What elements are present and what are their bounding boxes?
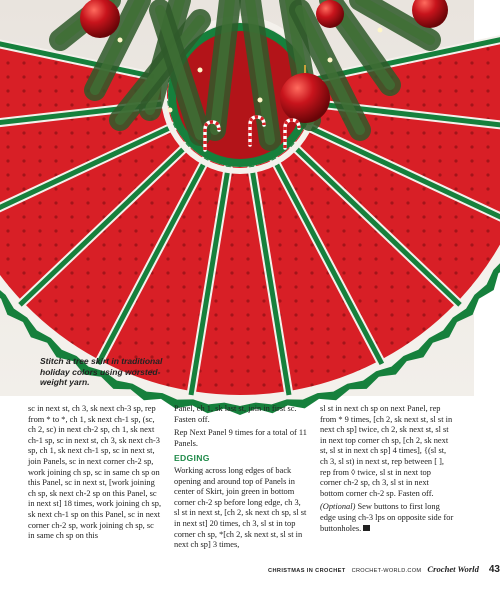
paragraph: Working across long edges of back opening and around top of Panels in center of Skirt, join green in bottom corner ch-2 sp before long edge, ch 3, sl st in next st, [ch 2, sk next ch sp, sl st in next st] 20 times, ch 3, sl st in top corner ch sp, *[ch 2, sk next st, sl st in next ch sp] 3 times,	[174, 465, 307, 550]
red-ornament	[280, 73, 330, 123]
paragraph: Panel, ch 1, sk last st, join in first sc. Fasten off.	[174, 404, 297, 424]
tree-light	[198, 68, 203, 73]
optional-label: (Optional)	[320, 502, 356, 512]
paragraph: sl st in next ch sp on next Panel, rep from * 9 times, [ch 2, sk next st, sl st in next ch sp] twice, ch 2, sk next st, sl st in next top corner ch sp, [ch 2, sk next st, sl st in next ch sp] 4 times], {(sl st, ch 3, sl st) in next st, rep between [ ], rep from ◊ twice, sl st in next top corner ch-2 sp, ch 3, sl st in next bottom corner ch-2 sp. Fasten off.	[320, 404, 453, 498]
footer-magazine-name: Crochet World	[427, 564, 479, 574]
section-heading-edging: EDGING	[174, 453, 210, 464]
page-footer	[268, 564, 500, 578]
paragraph: sc in next st, ch 3, sk next ch-3 sp, rep from * to *, ch 1, sk next ch-1 sp, (sc, ch 2, sc) in next ch-2 sp, ch 1, sk next ch-1 sp, sc in next st, ch 3, sk next ch-3 sp, ch 1, sk next ch-1 sp, sc in next st, join Panels, sc in next corner ch-2 sp, work joining ch sp, sc in same ch sp on this Panel, sc in next st, [work joining ch sp, sk next ch-2 sp on this Panel, sc in next st] 18 times, work joining ch sp, sk next ch-1 sp on this Panel, sc in next corner ch-2 sp, work joining ch sp, sc in same ch sp on this	[28, 404, 162, 541]
photo-caption: Stitch a tree skirt in traditional holiday colors using worsted-weight yarn.	[40, 356, 163, 387]
paragraph: Rep Next Panel 9 times for a total of 11 Panels.	[174, 428, 307, 448]
pattern-instructions	[28, 404, 454, 562]
tree-light	[118, 38, 123, 43]
tree-light	[328, 58, 333, 63]
tree-light	[378, 28, 383, 33]
footer-section-title: CHRISTMAS IN CROCHET	[268, 568, 346, 574]
text-column-2	[174, 404, 308, 562]
page-number: 43	[488, 564, 500, 575]
tree-light	[258, 98, 263, 103]
text-column-3	[320, 404, 454, 562]
footer-website: CROCHET-WORLD.COM	[351, 568, 422, 574]
text-column-1	[28, 404, 162, 562]
optional-text: Sew buttons to first long edge using ch-3 lps on opposite side for buttonholes.	[320, 502, 454, 533]
end-of-article-icon	[363, 525, 370, 531]
paragraph	[320, 502, 454, 534]
red-ornament	[316, 0, 344, 28]
tree-light	[168, 108, 173, 113]
